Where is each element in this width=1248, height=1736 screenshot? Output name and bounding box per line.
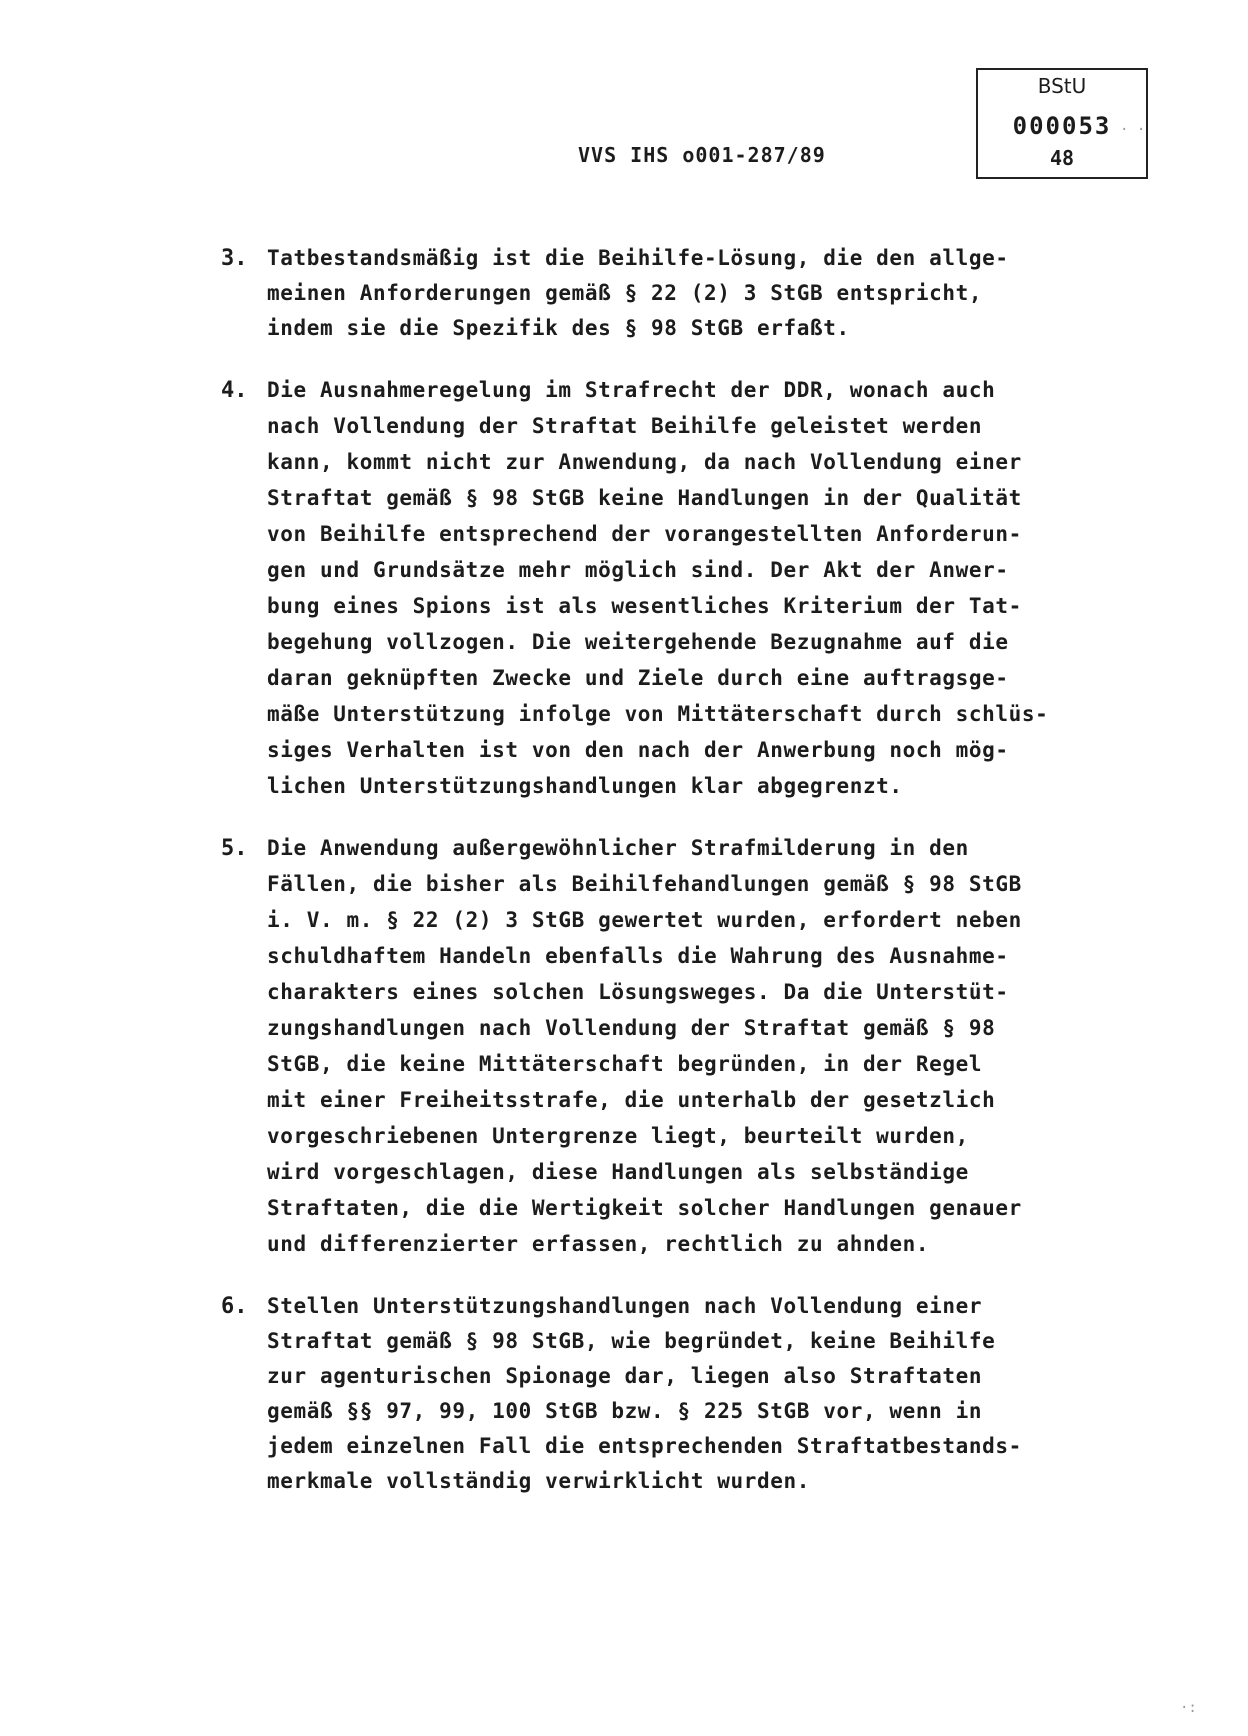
item-number: 4. xyxy=(221,378,248,403)
scan-speck: ·: xyxy=(1180,1700,1197,1716)
page-number: 48 xyxy=(1049,146,1075,170)
text-line: Straftat gemäß § 98 StGB keine Handlungen in der Qualität xyxy=(267,486,1022,510)
text-line: mäße Unterstützung infolge von Mittäterschaft durch schlüs- xyxy=(267,702,1049,726)
text-line: daran geknüpften Zwecke und Ziele durch eine auftragsge- xyxy=(267,666,1009,690)
text-line: Fällen, die bisher als Beihilfehandlungen gemäß § 98 StGB xyxy=(267,872,1022,896)
text-line: indem sie die Spezifik des § 98 StGB erfaßt. xyxy=(267,316,850,340)
stamp-org: BStU xyxy=(1037,74,1087,98)
scan-speck: · · xyxy=(1120,122,1146,138)
text-line: Stellen Unterstützungshandlungen nach Vollendung einer xyxy=(267,1294,983,1318)
text-line: zur agenturischen Spionage dar, liegen also Straftaten xyxy=(267,1364,983,1388)
text-line: kann, kommt nicht zur Anwendung, da nach Vollendung einer xyxy=(267,450,1022,474)
text-line: nach Vollendung der Straftat Beihilfe geleistet werden xyxy=(267,414,983,438)
text-line: jedem einzelnen Fall die entsprechenden Straftatbestands- xyxy=(267,1434,1022,1458)
text-line: Die Ausnahmeregelung im Strafrecht der DDR, wonach auch xyxy=(267,378,996,402)
item-number: 3. xyxy=(221,246,248,271)
text-line: merkmale vollständig verwirklicht wurden. xyxy=(267,1469,810,1493)
text-line: Straftaten, die die Wertigkeit solcher Handlungen genauer xyxy=(267,1196,1022,1220)
text-line: Tatbestandsmäßig ist die Beihilfe-Lösung, die den allge- xyxy=(267,246,1009,270)
text-line: Straftat gemäß § 98 StGB, wie begründet, keine Beihilfe xyxy=(267,1329,996,1353)
text-line: zungshandlungen nach Vollendung der Straftat gemäß § 98 xyxy=(267,1016,996,1040)
text-line: gen und Grundsätze mehr möglich sind. Der Akt der Anwer- xyxy=(267,558,1009,582)
text-line: charakters eines solchen Lösungsweges. Da die Unterstüt- xyxy=(267,980,1009,1004)
text-line: Die Anwendung außergewöhnlicher Strafmilderung in den xyxy=(267,836,969,860)
text-line: lichen Unterstützungshandlungen klar abgegrenzt. xyxy=(267,774,903,798)
text-line: schuldhaftem Handeln ebenfalls die Wahrung des Ausnahme- xyxy=(267,944,1009,968)
text-line: gemäß §§ 97, 99, 100 StGB bzw. § 225 StGB vor, wenn in xyxy=(267,1399,983,1423)
document-reference: VVS IHS o001-287/89 xyxy=(578,143,826,167)
text-line: und differenzierter erfassen, rechtlich zu ahnden. xyxy=(267,1232,930,1256)
text-line: mit einer Freiheitsstrafe, die unterhalb der gesetzlich xyxy=(267,1088,996,1112)
text-line: von Beihilfe entsprechend der vorangestellten Anforderun- xyxy=(267,522,1022,546)
text-line: begehung vollzogen. Die weitergehende Bezugnahme auf die xyxy=(267,630,1009,654)
text-line: i. V. m. § 22 (2) 3 StGB gewertet wurden, erfordert neben xyxy=(267,908,1022,932)
text-line: meinen Anforderungen gemäß § 22 (2) 3 StGB entspricht, xyxy=(267,281,983,305)
stamp-number: 000053 xyxy=(1012,112,1112,140)
text-line: siges Verhalten ist von den nach der Anwerbung noch mög- xyxy=(267,738,1009,762)
text-line: wird vorgeschlagen, diese Handlungen als selbständige xyxy=(267,1160,969,1184)
text-line: bung eines Spions ist als wesentliches Kriterium der Tat- xyxy=(267,594,1022,618)
text-line: vorgeschriebenen Untergrenze liegt, beurteilt wurden, xyxy=(267,1124,969,1148)
item-number: 6. xyxy=(221,1294,248,1319)
item-number: 5. xyxy=(221,836,248,861)
text-line: StGB, die keine Mittäterschaft begründen, in der Regel xyxy=(267,1052,983,1076)
